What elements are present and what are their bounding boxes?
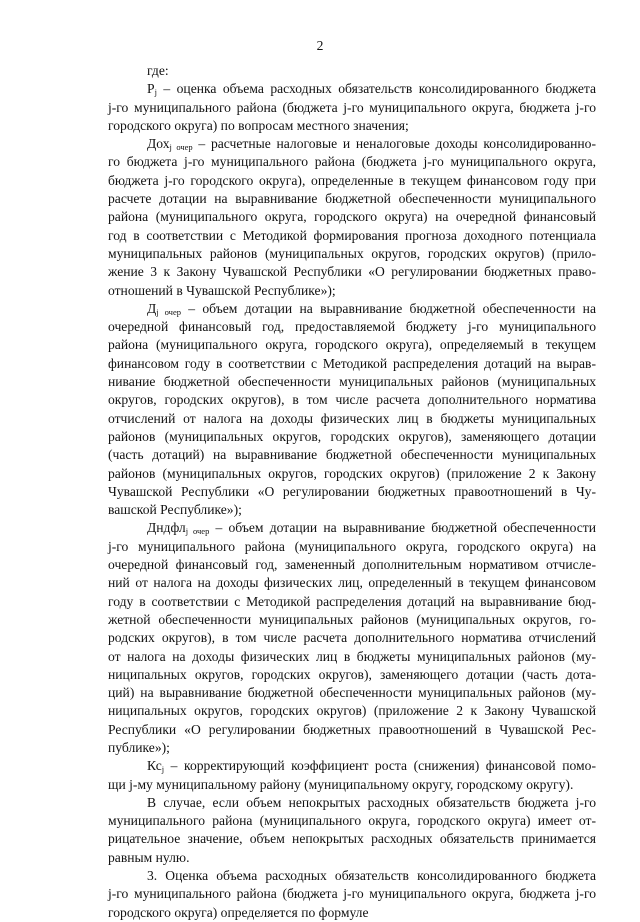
text-line: муниципальных районов (муниципальных округов, городских округов) (прило- xyxy=(108,245,596,261)
page-number: 2 xyxy=(316,38,324,53)
text-line: $Д_{j очер}$ – объем дотации на выравнивание бюджетной обеспеченности на xyxy=(147,300,596,317)
text-line: ний от налога на доходы физических лиц, определенный в текущем финансовом xyxy=(108,575,596,591)
text-line: округов, городских округов), в том числе расчета дополнительного норматива xyxy=(108,392,596,408)
text-line: районов (муниципальных округов, городских округов), заменяющего дотации xyxy=(108,428,596,444)
text-line: $Кс_j$ – корректирующий коэффициент роста (снижения) финансовой помо- xyxy=(147,758,596,775)
text-line: В случае, если объем непокрытых расходных обязательств бюджета j-го xyxy=(147,794,596,810)
text-line: ниципальных округов, городских округов) (приложение 2 к Закону Чувашской xyxy=(108,703,596,719)
text-line: j-го муниципального района (бюджета j-го муниципального округа, бюджета j-го xyxy=(108,886,596,902)
text-line: год в соответствии с Методикой формирования прогноза доходного потенциала xyxy=(108,227,596,243)
text-line: расчете дотации на выравнивание бюджетной обеспеченности муниципального xyxy=(108,191,596,207)
text-line: щи j-му муниципальному району (муниципальному округу, городскому округу). xyxy=(108,776,574,792)
text-line: отношений в Чувашской Республике»); xyxy=(108,282,336,298)
text-line: жетной обеспеченности муниципальных районов (муниципальных округов, го- xyxy=(108,611,596,627)
text-line: публике»); xyxy=(108,739,170,755)
text-line: (часть дотаций) на выравнивание бюджетной обеспеченности муниципальных xyxy=(108,447,596,463)
text-line: городского округа) по вопросам местного значения; xyxy=(108,117,409,133)
text-line: Дох$_{j очер}$ – расчетные налоговые и неналоговые доходы консолидированно- xyxy=(147,136,596,153)
text-line: где: xyxy=(147,63,169,78)
text-line: вашской Республике»); xyxy=(108,502,242,518)
text-line: очередной финансовый год, замененный дополнительным нормативом отчисле- xyxy=(108,557,596,573)
document-body xyxy=(108,62,596,922)
text-line: финансовом году в соответствии с Методикой распределения дотаций на вырав- xyxy=(108,355,596,371)
text-line: нивание бюджетной обеспеченности муниципальных районов (муниципальных xyxy=(108,374,596,390)
text-line: районов (муниципальных округов, городских округов) (приложение 2 к Закону xyxy=(108,465,596,481)
text-line: ниципальных округов, городских округов), заменяющего дотации (часть дота- xyxy=(108,666,596,682)
text-line: отчислений от налога на доходы физических лиц в бюджеты муниципальных xyxy=(108,410,596,426)
text-line: от налога на доходы физических лиц в бюджеты муниципальных районов (му- xyxy=(108,648,596,664)
text-line: j-го муниципального района (муниципального округа, городского округа) на xyxy=(108,538,596,554)
text-line: жение 3 к Закону Чувашской Республики «О регулировании бюджетных право- xyxy=(108,264,596,280)
text-line: района (муниципального округа, городского округа), определяемый в текущем xyxy=(108,337,596,353)
text-line: района (муниципального округа, городского округа) на очередной финансовый xyxy=(108,209,596,225)
text-line: Чувашской Республики «О регулировании бюджетных правоотношений в Чу- xyxy=(108,483,596,499)
text-line: $P_j$ – оценка объема расходных обязательств консолидированного бюджета xyxy=(147,81,596,98)
text-line: году в соответствии с Методикой распределения дотаций на выравнивание бюд- xyxy=(108,593,596,609)
text-line: ций) на выравнивание бюджетной обеспеченности муниципальных районов (му- xyxy=(108,685,596,701)
text-line: городского округа) определяется по формуле xyxy=(108,904,369,920)
text-line: очередной финансовый год, предоставляемой бюджету j-го муниципального xyxy=(108,319,596,335)
text-line: равным нулю. xyxy=(108,849,190,865)
text-line: рицательное значение, объем непокрытых расходных обязательств принимается xyxy=(108,831,596,847)
text-line: родских округов), в том числе расчета дополнительного норматива отчислений xyxy=(108,630,596,646)
text-line: Республики «О регулировании бюджетных правоотношений в Чувашской Рес- xyxy=(108,721,596,737)
text-line: муниципального района (муниципального округа, городского округа) имеет от- xyxy=(108,813,596,829)
text-line: бюджета j-го городского округа), определенные в текущем финансовом году при xyxy=(108,172,596,188)
text-line: го бюджета j-го муниципального района (бюджета j-го муниципального округа, xyxy=(108,154,596,170)
text-line: j-го муниципального района (бюджета j-го муниципального округа, бюджета j-го xyxy=(108,99,596,115)
text-line: 3. Оценка объема расходных обязательств консолидированного бюджета xyxy=(147,868,596,884)
text-line: Дндфл$_{j очер}$ – объем дотации на выравнивание бюджетной обеспеченности xyxy=(147,520,596,537)
